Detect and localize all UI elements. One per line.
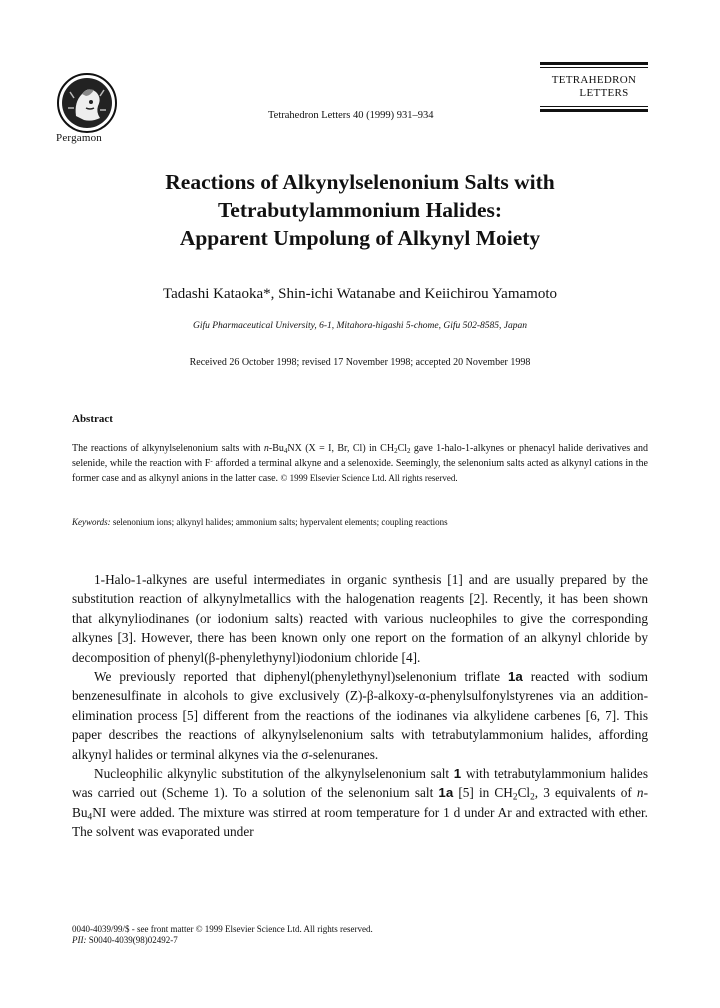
author-affiliation: Gifu Pharmaceutical University, 6-1, Mitahora-higashi 5-chome, Gifu 502-8585, Japan bbox=[192, 321, 528, 331]
elsevier-logo-icon bbox=[56, 72, 118, 134]
journal-citation: Tetrahedron Letters 40 (1999) 931–934 bbox=[268, 110, 434, 121]
footer-copyright: 0040-4039/99/$ - see front matter © 1999 Elsevier Science Ltd. All rights reserved. bbox=[72, 924, 373, 934]
body-text bbox=[72, 570, 648, 842]
abstract-text: The reactions of alkynylselenonium salts with $n-Bu_4NX$ (X = I, Br, Cl) in $CH_2Cl_2$ gave 1-halo-1-alkynes or phenacyl halide derivatives and selenide, while the reaction with F- afforded a terminal alkyne and a selenoxide. Seemingly, the selenonium salts acted as alkynyl cations in the former case and as alkynyl anions in the latter case. © 1999 Elsevier Science Ltd. All rights reserved. bbox=[72, 443, 648, 484]
brand-line-1: TETRAHEDRON bbox=[551, 74, 637, 86]
footer bbox=[72, 924, 373, 946]
keywords-text: selenonium ions; alkynyl halides; ammonium salts; hypervalent elements; coupling reactions bbox=[110, 517, 448, 527]
footer-pii: PII: S0040-4039(98)02492-7 bbox=[72, 935, 178, 945]
journal-brand bbox=[540, 62, 648, 112]
author-list: Tadashi Kataoka*, Shin-ichi Watanabe and Keiichirou Yamamoto bbox=[162, 286, 558, 302]
title-line-2: Tetrabutylammonium Halides: bbox=[217, 198, 503, 222]
brand-text bbox=[540, 74, 648, 100]
article-title bbox=[60, 168, 660, 252]
abstract-copyright: © 1999 Elsevier Science Ltd. All rights reserved. bbox=[280, 473, 458, 483]
publisher-name: Pergamon bbox=[56, 132, 103, 144]
compound-label: 1 bbox=[453, 766, 462, 782]
title-line-1: Reactions of Alkynylselenonium Salts with bbox=[165, 170, 555, 194]
title-line-3: Apparent Umpolung of Alkynyl Moiety bbox=[179, 226, 541, 250]
brand-line-2: LETTERS bbox=[579, 87, 629, 99]
brand-rule-top bbox=[540, 62, 648, 65]
keywords bbox=[72, 517, 448, 527]
compound-label: 1a bbox=[438, 785, 454, 801]
brand-rule-top-thin bbox=[540, 67, 648, 68]
compound-label: 1a bbox=[508, 669, 523, 685]
brand-rule-bottom bbox=[540, 109, 648, 112]
body-paragraph-2: We previously reported that diphenyl(phenylethynyl)selenonium triflate 1a reacted with sodium benzenesulfinate in alcohols to give exclusively (Z)-β-alkoxy-α-phenylsulfonylstyrenes via an addition-elimination process [5] different from the reactions of the iodinanes via alkylidene carbenes [6, 7]. This paper describes the reactions of alkynylselenonium salts with tetrabutylammonium halides, affording alkynyl halides or terminal alkynes via the σ-selenuranes. bbox=[72, 669, 648, 762]
keywords-label: Keywords: bbox=[72, 517, 111, 527]
abstract-heading: Abstract bbox=[72, 413, 113, 425]
received-dates: Received 26 October 1998; revised 17 November 1998; accepted 20 November 1998 bbox=[189, 357, 531, 368]
body-paragraph-3: Nucleophilic alkynylic substitution of the alkynylselenonium salt 1 with tetrabutylammonium halides was carried out (Scheme 1). To a solution of the selenonium salt 1a [5] in $CH_2Cl_2$, 3 equivalents of $n-Bu_4NI$ were added. The mixture was stirred at room temperature for 1 d under Ar and extracted with ether. The solvent was evaporated under bbox=[72, 766, 648, 840]
brand-rule-bottom-thin bbox=[540, 106, 648, 107]
body-paragraph-1: 1-Halo-1-alkynes are useful intermediates in organic synthesis [1] and are usually prepared by the substitution reaction of alkynylmetallics with the halogenation reagents [2]. Recently, it has been shown that alkynyliodinanes (or iodonium salts) reacted with various nucleophiles to give the corresponding alkynes [3]. However, there has been known only one report on the formation of an alkynyl chloride by decomposition of phenyl(β-phenylethynyl)iodonium chloride [4]. bbox=[72, 572, 648, 665]
